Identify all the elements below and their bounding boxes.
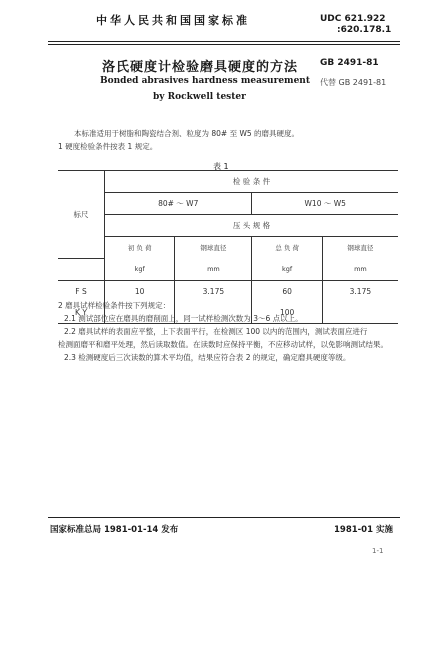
clause-1: 1 硬度检验条件按表 1 规定。	[58, 142, 158, 151]
clause-2-2: 2.2 磨具试样的表面应平整，上下表面平行，在检测区 100 以内的范围内，测试表面应进行	[64, 327, 368, 336]
table-subheader: 钢球直径	[322, 237, 398, 259]
replaces-note: 代替 GB 2491-81	[320, 78, 387, 87]
page-number: 1-1	[372, 547, 384, 555]
clause-2-2-cont: 检测面磨平和磨平处理，然后读取数值。在读数时应保持平衡，不应移动试样，以免影响测试结果。	[58, 340, 388, 349]
table-cell: 60	[252, 280, 322, 302]
table-cell: 3.175	[175, 280, 252, 302]
table-head-left: 标尺	[58, 171, 105, 259]
udc-code-2: :620.178.1	[337, 25, 392, 35]
issuing-body: 中华人民共和国国家标准	[96, 14, 250, 27]
effective-date: 1981-01 实施	[334, 525, 393, 535]
table-unit: mm	[322, 258, 398, 280]
english-title: Bonded abrasives hardness measurement	[100, 76, 310, 86]
table-col-a: 80# ～ W7	[105, 193, 252, 215]
table-col-b: W10 ～ W5	[252, 193, 398, 215]
header-rule-2	[48, 44, 400, 45]
table-cell: 100	[252, 302, 322, 324]
udc-code: UDC 621.922	[320, 14, 386, 24]
table-unit: kgf	[252, 258, 322, 280]
footer-rule	[48, 517, 400, 518]
table-unit: kgf	[105, 258, 175, 280]
standard-number: GB 2491-81	[320, 58, 379, 68]
table-cell: 3.175	[322, 280, 398, 302]
clause-2: 2 磨具试样检验条件按下列规定：	[58, 301, 171, 310]
clause-2-3: 2.3 检测硬度后三次读数的算术平均值，结果应符合表 2 的规定，确定磨具硬度等级。	[64, 353, 351, 362]
table-row-label: K Y	[58, 302, 105, 324]
table-row-label: F S	[75, 286, 87, 296]
table-subheader: 总 负 荷	[252, 237, 322, 259]
table-cell	[322, 302, 398, 324]
table-subheader: 初 负 荷	[105, 237, 175, 259]
table-row-group: 压 头 规 格	[105, 215, 399, 237]
table-cell: 10	[105, 280, 175, 302]
page-title: 洛氏硬度计检验磨具硬度的方法	[102, 60, 299, 75]
english-title-2: by Rockwell tester	[153, 92, 246, 102]
header-rule	[48, 41, 400, 42]
issue-date: 国家标准总局 1981-01-14 发布	[50, 525, 179, 535]
table-caption: 表 1	[213, 162, 229, 171]
table-subheader: 钢球直径	[175, 237, 252, 259]
clause-2-1: 2.1 测试部位应在磨具的磨削面上，同一试样检测次数为 3～6 点以上。	[64, 314, 303, 323]
intro-paragraph: 本标准适用于树脂和陶瓷结合剂、粒度为 80# 至 W5 的磨具硬度。	[74, 129, 300, 138]
table-unit: mm	[175, 258, 252, 280]
table-col-group: 检 验 条 件	[105, 171, 399, 193]
